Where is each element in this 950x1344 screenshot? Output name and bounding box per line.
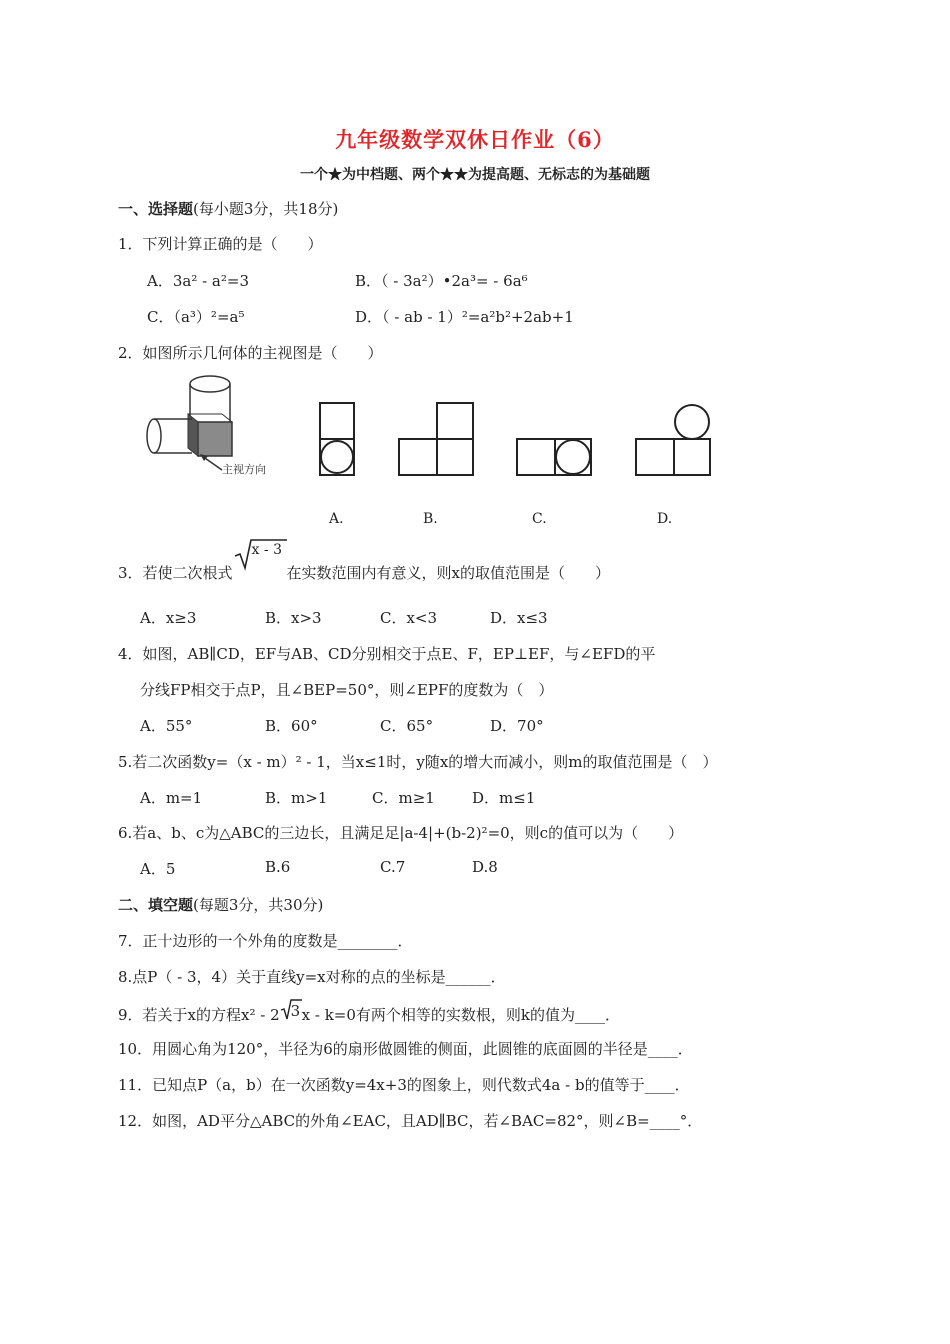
question-5-option-a: A．m=1 (140, 789, 203, 807)
question-4-line-1: 4．如图，AB∥CD，EF与AB、CD分别相交于点E、F，EP⊥EF，与∠EFD的平 (118, 645, 656, 663)
question-4-option-c: C．65° (380, 717, 434, 735)
figure-label-b: B. (423, 511, 438, 527)
question-4-line-2: 分线FP相交于点P，且∠BEP=50°，则∠EPF的度数为（ ） (140, 681, 554, 699)
sqrt-radicand: x - 3 (251, 542, 282, 558)
question-4-option-d: D．70° (490, 717, 544, 735)
question-6-stem: 6.若a、b、c为△ABC的三边长，且满足足|a-4|+(b-2)²=0，则c的值可以为（ ） (118, 824, 684, 842)
section-2-note: (每题3分，共30分) (193, 896, 324, 914)
question-9-post: x - k=0有两个相等的实数根，则k的值为____． (301, 1006, 620, 1024)
question-11: 11．已知点P（a，b）在一次函数y=4x+3的图象上，则代数式4a - b的值等于____． (118, 1076, 690, 1094)
question-3-option-d: D．x≤3 (490, 609, 548, 627)
figure-option-a (318, 401, 358, 477)
question-3-option-b: B．x>3 (265, 609, 322, 627)
question-7: 7．正十边形的一个外角的度数是________． (118, 932, 413, 950)
question-3-option-c: C．x<3 (380, 609, 438, 627)
question-6-option-d: D.8 (472, 858, 498, 876)
section-1-heading (118, 198, 338, 219)
question-1-option-c: C．（a³）²=a⁵ (147, 308, 245, 326)
question-5-stem: 5.若二次函数y=（x - m）² - 1，当x≤1时，y随x的增大而减小，则m的取值范围是（ ） (118, 753, 718, 771)
figure-option-b (397, 401, 477, 477)
question-1-option-a: A．3a² - a²=3 (147, 272, 250, 290)
figure-option-c (515, 437, 595, 477)
sqrt-3-expression (280, 1002, 302, 1020)
sqrt-expression (233, 542, 287, 578)
question-3-stem-post: 在实数范围内有意义，则x的取值范围是（ ） (286, 564, 611, 582)
figure-label-a: A. (329, 511, 344, 527)
question-1-option-d: D．（ - ab - 1）²=a²b²+2ab+1 (355, 308, 574, 326)
page-subtitle: 一个★为中档题、两个★★为提高题、无标志的为基础题 (300, 167, 650, 183)
question-5-option-b: B．m>1 (265, 789, 328, 807)
question-9-pre: 9．若关于x的方程x² - 2 (118, 1006, 280, 1024)
section-1-title: 一、选择题 (118, 200, 194, 218)
figure-option-d (634, 403, 714, 477)
section-2-title: 二、填空题 (118, 896, 194, 914)
question-12: 12．如图，AD平分△ABC的外角∠EAC，且AD∥BC，若∠BAC=82°，则∠B=____°． (118, 1112, 703, 1130)
question-2-stem: 2．如图所示几何体的主视图是（ ） (118, 344, 383, 362)
question-3-stem-pre: 3．若使二次根式 (118, 564, 233, 582)
question-9 (118, 1002, 620, 1025)
view-direction-label: 主视方向 (222, 463, 266, 476)
question-3-option-a: A．x≥3 (140, 609, 197, 627)
section-1-note: (每小题3分，共18分) (193, 200, 339, 218)
question-6-option-b: B.6 (265, 858, 291, 876)
section-2-heading (118, 894, 323, 915)
question-10: 10．用圆心角为120°，半径为6的扇形做圆锥的侧面，此圆锥的底面圆的半径是____． (118, 1040, 693, 1058)
question-1-stem: 1．下列计算正确的是（ ） (118, 235, 323, 253)
figure-label-d: D. (657, 511, 673, 527)
question-8: 8.点P（ - 3，4）关于直线y=x对称的点的坐标是______． (118, 968, 506, 986)
question-5-option-c: C．m≥1 (372, 789, 435, 807)
figure-label-c: C. (532, 511, 547, 527)
question-6-option-c: C.7 (380, 858, 406, 876)
sqrt-3-radicand: 3 (290, 1002, 301, 1020)
question-4-option-a: A．55° (140, 717, 193, 735)
question-4-option-b: B．60° (265, 717, 318, 735)
page-title: 九年级数学双休日作业（6） (335, 127, 615, 152)
question-5-option-d: D．m≤1 (472, 789, 536, 807)
question-1-option-b: B．（ - 3a²）•2a³= - 6a⁶ (355, 272, 528, 290)
question-6-option-a: A．5 (140, 860, 176, 878)
question-3-stem (118, 542, 611, 583)
